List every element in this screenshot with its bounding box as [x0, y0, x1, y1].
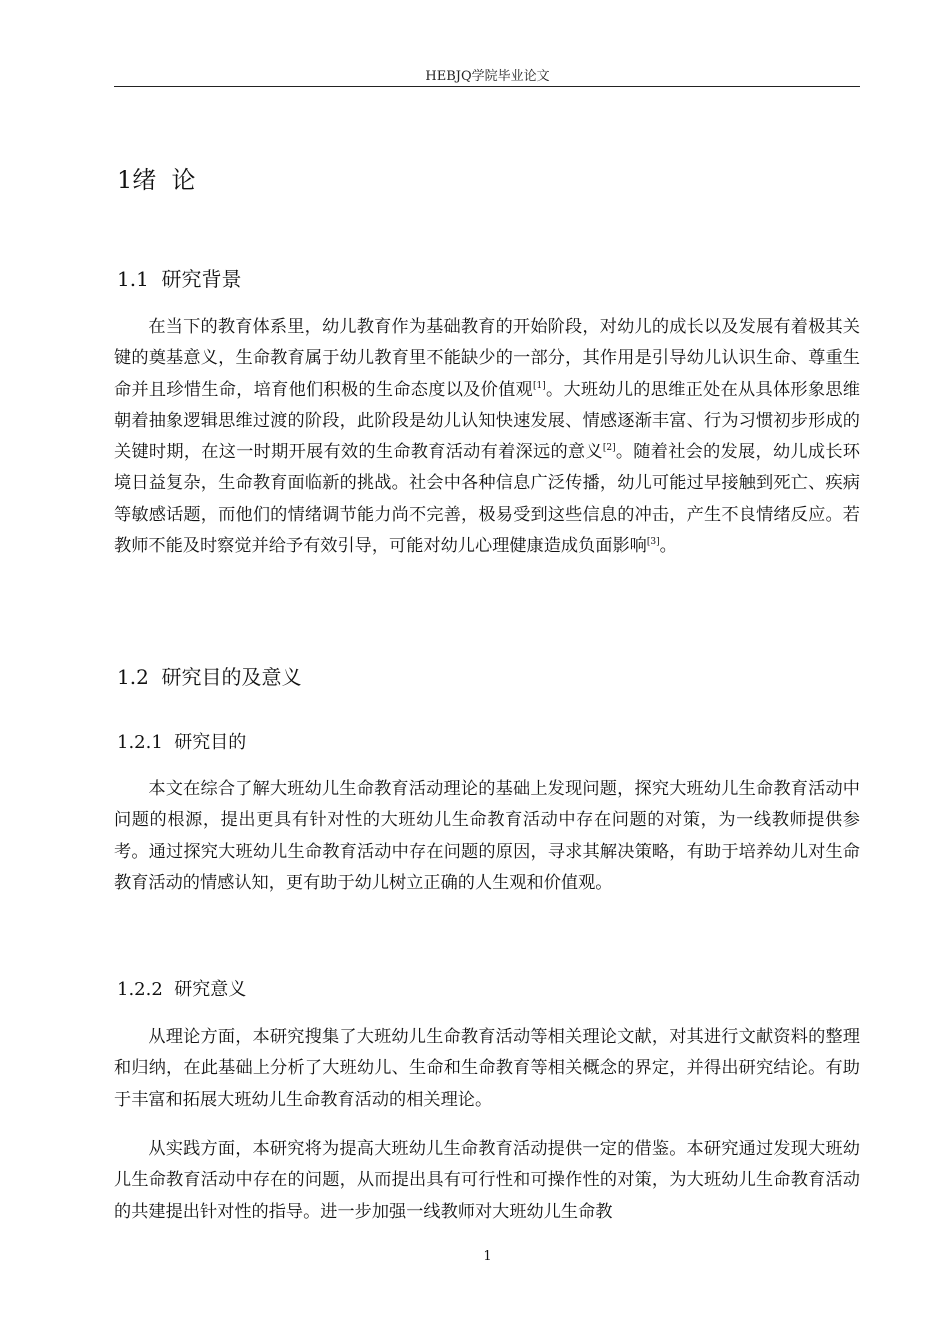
section-heading-1-1: 1.1 研究背景	[117, 267, 242, 291]
header-divider	[114, 86, 860, 87]
paragraph-text: 。	[659, 536, 677, 557]
citation-ref: [2]	[602, 443, 616, 454]
paragraph-significance-practice: 从实践方面，本研究将为提高大班幼儿生命教育活动提供一定的借鉴。本研究通过发现大班幼儿生命教育活动中存在的问题，从而提出具有可行性和可操作性的对策，为大班幼儿生命教育活动的共建提出针对性的指导。进一步加强一线教师对大班幼儿生命教	[114, 1139, 860, 1222]
paragraph-significance-theory: 从理论方面，本研究搜集了大班幼儿生命教育活动等相关理论文献，对其进行文献资料的整理和归纳，在此基础上分析了大班幼儿、生命和生命教育等相关概念的界定，并得出研究结论。有助于丰富和拓展大班幼儿生命教育活动的相关理论。	[114, 1027, 860, 1110]
running-header: HEBJQ学院毕业论文	[425, 69, 550, 84]
section-heading-1-2: 1.2 研究目的及意义	[117, 665, 302, 689]
paragraph-text: 在当下的教育体系里，幼儿教育作为基础教育的开始阶段，对幼儿的成长以及发展有着极其关键的奠基意义，生命教育属于幼儿教育里不能缺少的一部分，其作用是引导幼儿认识生命、尊重生命并且珍惜生命，培育他们积极的生命态度以及价值观	[114, 317, 860, 400]
page-number: 1	[483, 1249, 492, 1264]
paragraph-purpose: 本文在综合了解大班幼儿生命教育活动理论的基础上发现问题，探究大班幼儿生命教育活动中问题的根源，提出更具有针对性的大班幼儿生命教育活动中存在问题的对策，为一线教师提供参考。通过探究大班幼儿生命教育活动中存在问题的原因，寻求其解决策略，有助于培养幼儿对生命教育活动的情感认知，更有助于幼儿树立正确的人生观和价值观。	[114, 779, 860, 893]
section-heading-1-2-2: 1.2.2 研究意义	[117, 979, 247, 1000]
paragraph-text: 。随着社会的发展，幼儿成长环境日益复杂，生命教育面临新的挑战。社会中各种信息广泛传播，幼儿可能过早接触到死亡、疾病等敏感话题，而他们的情绪调节能力尚不完善，极易受到这些信息的冲击，产生不良情绪反应。若教师不能及时察觉并给予有效引导，可能对幼儿心理健康造成负面影响	[114, 442, 860, 557]
paragraph-text: 。大班幼儿的思维正处在从具体形象思维朝着抽象逻辑思维过渡的阶段，此阶段是幼儿认知快速发展、情感逐渐丰富、行为习惯初步形成的关键时期，在这一时期开展有效的生命教育活动有着深远的意义	[114, 379, 860, 463]
citation-ref: [1]	[532, 380, 546, 391]
citation-ref: [3]	[646, 537, 660, 548]
chapter-title: 1绪 论	[117, 166, 196, 194]
paragraph-background	[114, 312, 860, 562]
section-heading-1-2-1: 1.2.1 研究目的	[117, 732, 247, 753]
